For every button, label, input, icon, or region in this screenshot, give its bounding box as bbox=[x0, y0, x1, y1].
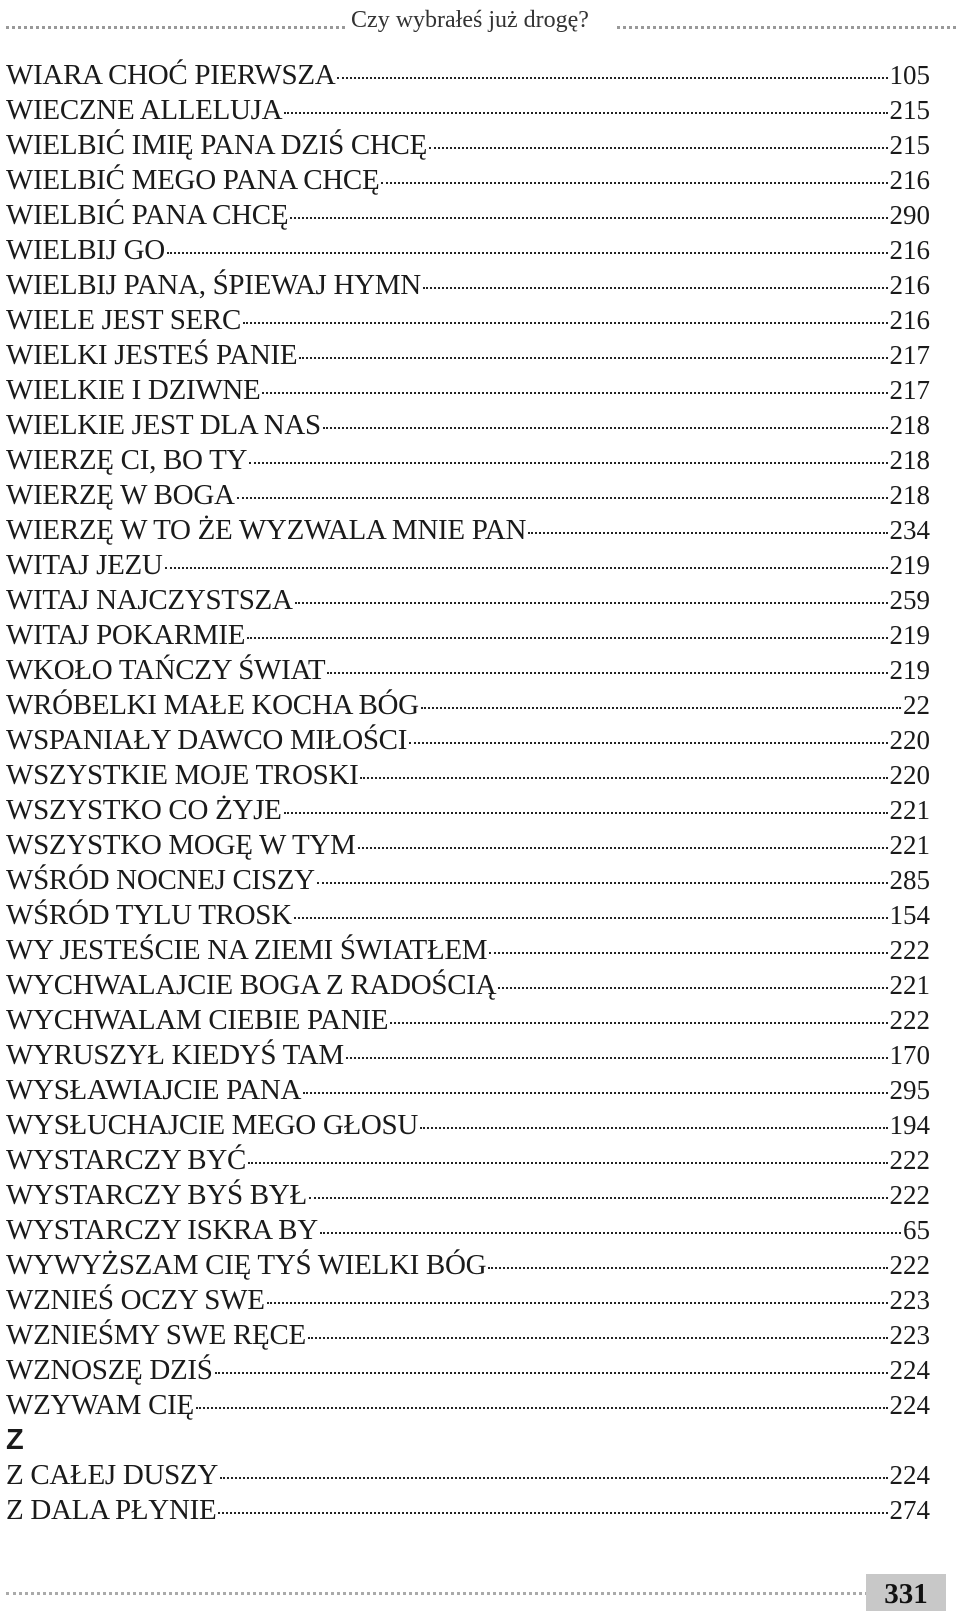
dot-leader bbox=[381, 182, 887, 184]
dot-leader bbox=[390, 1022, 887, 1024]
dot-leader bbox=[267, 1302, 888, 1304]
dot-leader bbox=[196, 1407, 888, 1409]
index-entry bbox=[6, 1283, 930, 1318]
dot-leader bbox=[284, 812, 888, 814]
index-entry bbox=[6, 583, 930, 618]
index-entry bbox=[6, 548, 930, 583]
dot-leader bbox=[284, 112, 887, 114]
entry-title: WZNIEŚMY SWE RĘCE bbox=[6, 1319, 306, 1351]
entry-title: WYWYŻSZAM CIĘ TYŚ WIELKI BÓG bbox=[6, 1249, 487, 1281]
dot-leader bbox=[528, 532, 887, 534]
entry-page-number: 216 bbox=[889, 235, 930, 265]
index-entry bbox=[6, 408, 930, 443]
entry-page-number: 219 bbox=[889, 620, 930, 650]
dot-leader bbox=[218, 1512, 887, 1514]
entry-page-number: 22 bbox=[903, 690, 930, 720]
entry-title: WSPANIAŁY DAWCO MIŁOŚCI bbox=[6, 724, 408, 756]
entry-title: WIARA CHOĆ PIERWSZA bbox=[6, 59, 336, 91]
entry-title: WIELE JEST SERC bbox=[6, 304, 242, 336]
dot-leader bbox=[303, 1092, 887, 1094]
dot-leader bbox=[489, 952, 887, 954]
dot-leader bbox=[358, 847, 888, 849]
entry-page-number: 222 bbox=[889, 1145, 930, 1175]
dot-leader bbox=[290, 217, 887, 219]
entry-title: WKOŁO TAŃCZY ŚWIAT bbox=[6, 654, 326, 686]
entry-title: WŚRÓD TYLU TROSK bbox=[6, 899, 292, 931]
entry-page-number: 221 bbox=[889, 795, 930, 825]
index-entry bbox=[6, 933, 930, 968]
entry-title: WZYWAM CIĘ bbox=[6, 1389, 194, 1421]
entry-title: WYSŁAWIAJCIE PANA bbox=[6, 1074, 302, 1106]
entry-title: WSZYSTKIE MOJE TROSKI bbox=[6, 759, 359, 791]
entry-page-number: 154 bbox=[889, 900, 930, 930]
entry-title: WIELBIJ GO bbox=[6, 234, 165, 266]
dot-leader bbox=[420, 1127, 888, 1129]
dot-leader bbox=[248, 1162, 887, 1164]
index-entry bbox=[6, 828, 930, 863]
entry-page-number: 223 bbox=[889, 1285, 930, 1315]
dot-leader bbox=[262, 392, 887, 394]
dot-leader bbox=[498, 987, 887, 989]
page-footer bbox=[0, 1574, 960, 1611]
index-entry bbox=[6, 618, 930, 653]
entry-page-number: 215 bbox=[889, 95, 930, 125]
entry-page-number: 194 bbox=[889, 1110, 930, 1140]
header-dotted-rule-right bbox=[617, 26, 956, 29]
entry-page-number: 221 bbox=[889, 970, 930, 1000]
entry-title: WIERZĘ W TO ŻE WYZWALA MNIE PAN bbox=[6, 514, 527, 546]
dot-leader bbox=[421, 707, 901, 709]
dot-leader bbox=[360, 777, 887, 779]
entry-title: WIERZĘ W BOGA bbox=[6, 479, 235, 511]
index-entry bbox=[6, 1073, 930, 1108]
entry-title: WRÓBELKI MAŁE KOCHA BÓG bbox=[6, 689, 419, 721]
header-dotted-rule-left bbox=[6, 26, 345, 29]
entry-title: WYSTARCZY BYĆ bbox=[6, 1144, 247, 1176]
index-entry bbox=[6, 1388, 930, 1423]
entry-page-number: 216 bbox=[889, 165, 930, 195]
dot-leader bbox=[423, 287, 888, 289]
entry-page-number: 105 bbox=[889, 60, 930, 90]
entry-page-number: 295 bbox=[889, 1075, 930, 1105]
entry-page-number: 290 bbox=[889, 200, 930, 230]
index-entry bbox=[6, 793, 930, 828]
entry-title: WIELBIJ PANA, ŚPIEWAJ HYMN bbox=[6, 269, 421, 301]
entry-page-number: 259 bbox=[889, 585, 930, 615]
entry-title: WITAJ NAJCZYSTSZA bbox=[6, 584, 293, 616]
entry-page-number: 224 bbox=[889, 1460, 930, 1490]
entry-title: WZNIEŚ OCZY SWE bbox=[6, 1284, 265, 1316]
entry-page-number: 216 bbox=[889, 305, 930, 335]
index-entry bbox=[6, 1493, 930, 1528]
entry-page-number: 274 bbox=[889, 1495, 930, 1525]
index-entry bbox=[6, 163, 930, 198]
header-title: Czy wybrałeś już drogę? bbox=[351, 6, 589, 33]
dot-leader bbox=[249, 462, 887, 464]
index-entry bbox=[6, 513, 930, 548]
entry-title: Z CAŁEJ DUSZY bbox=[6, 1459, 218, 1491]
index-entry bbox=[6, 1038, 930, 1073]
index-entry bbox=[6, 58, 930, 93]
entry-title: WSZYSTKO CO ŻYJE bbox=[6, 794, 282, 826]
entry-page-number: 222 bbox=[889, 1180, 930, 1210]
entry-page-number: 216 bbox=[889, 270, 930, 300]
dot-leader bbox=[299, 357, 887, 359]
entry-page-number: 215 bbox=[889, 130, 930, 160]
footer-dotted-rule bbox=[6, 1592, 868, 1595]
dot-leader bbox=[409, 742, 887, 744]
dot-leader bbox=[346, 1057, 888, 1059]
index-entry bbox=[6, 1318, 930, 1353]
dot-leader bbox=[323, 427, 888, 429]
entry-title: WIELKIE I DZIWNE bbox=[6, 374, 261, 406]
entry-title: WYCHWALAJCIE BOGA Z RADOŚCIĄ bbox=[6, 969, 497, 1001]
index-entry bbox=[6, 93, 930, 128]
index-entry bbox=[6, 233, 930, 268]
entry-title: WSZYSTKO MOGĘ W TYM bbox=[6, 829, 356, 861]
entry-title: WYSTARCZY BYŚ BYŁ bbox=[6, 1179, 307, 1211]
entry-page-number: 219 bbox=[889, 550, 930, 580]
index-entry bbox=[6, 373, 930, 408]
entry-title: WYCHWALAM CIEBIE PANIE bbox=[6, 1004, 389, 1036]
index-entry bbox=[6, 898, 930, 933]
index-entry bbox=[6, 688, 930, 723]
entry-title: WYSŁUCHAJCIE MEGO GŁOSU bbox=[6, 1109, 418, 1141]
dot-leader bbox=[295, 602, 888, 604]
entry-page-number: 224 bbox=[889, 1390, 930, 1420]
entry-title: Z DALA PŁYNIE bbox=[6, 1494, 217, 1526]
dot-leader bbox=[488, 1267, 887, 1269]
dot-leader bbox=[237, 497, 888, 499]
index-entry bbox=[6, 1003, 930, 1038]
entry-page-number: 217 bbox=[889, 375, 930, 405]
dot-leader bbox=[308, 1337, 888, 1339]
entry-page-number: 221 bbox=[889, 830, 930, 860]
dot-leader bbox=[247, 637, 887, 639]
entry-title: WIELKI JESTEŚ PANIE bbox=[6, 339, 298, 371]
entry-page-number: 218 bbox=[889, 445, 930, 475]
page-number: 331 bbox=[866, 1574, 946, 1611]
index-section-z bbox=[6, 1458, 930, 1528]
index-section-w bbox=[6, 58, 930, 1423]
entry-title: WITAJ POKARMIE bbox=[6, 619, 246, 651]
entry-title: WITAJ JEZU bbox=[6, 549, 163, 581]
dot-leader bbox=[327, 672, 887, 674]
index-entry bbox=[6, 723, 930, 758]
dot-leader bbox=[220, 1477, 888, 1479]
dot-leader bbox=[309, 1197, 888, 1199]
index-entry bbox=[6, 443, 930, 478]
entry-page-number: 217 bbox=[889, 340, 930, 370]
index-entry bbox=[6, 1143, 930, 1178]
section-letter: Z bbox=[6, 1424, 24, 1456]
entry-title: WIERZĘ CI, BO TY bbox=[6, 444, 248, 476]
index-entry bbox=[6, 1458, 930, 1493]
entry-title: WIELBIĆ MEGO PANA CHCĘ bbox=[6, 164, 380, 196]
song-index bbox=[6, 58, 930, 1528]
entry-title: WYRUSZYŁ KIEDYŚ TAM bbox=[6, 1039, 344, 1071]
entry-page-number: 222 bbox=[889, 1005, 930, 1035]
entry-title: WY JESTEŚCIE NA ZIEMI ŚWIATŁEM bbox=[6, 934, 488, 966]
dot-leader bbox=[165, 567, 888, 569]
entry-page-number: 220 bbox=[889, 725, 930, 755]
dot-leader bbox=[215, 1372, 888, 1374]
entry-page-number: 218 bbox=[889, 480, 930, 510]
index-entry bbox=[6, 1248, 930, 1283]
entry-page-number: 65 bbox=[903, 1215, 930, 1245]
dot-leader bbox=[243, 322, 887, 324]
index-entry bbox=[6, 1108, 930, 1143]
entry-page-number: 222 bbox=[889, 935, 930, 965]
entry-title: WZNOSZĘ DZIŚ bbox=[6, 1354, 213, 1386]
index-entry bbox=[6, 863, 930, 898]
entry-page-number: 220 bbox=[889, 760, 930, 790]
index-entry bbox=[6, 303, 930, 338]
index-entry bbox=[6, 968, 930, 1003]
index-entry bbox=[6, 338, 930, 373]
entry-title: WIELBIĆ IMIĘ PANA DZIŚ CHCĘ bbox=[6, 129, 427, 161]
entry-page-number: 234 bbox=[889, 515, 930, 545]
entry-page-number: 285 bbox=[889, 865, 930, 895]
index-entry bbox=[6, 478, 930, 513]
entry-page-number: 218 bbox=[889, 410, 930, 440]
running-header bbox=[0, 0, 960, 40]
entry-page-number: 170 bbox=[889, 1040, 930, 1070]
entry-title: WIELBIĆ PANA CHCĘ bbox=[6, 199, 289, 231]
entry-page-number: 219 bbox=[889, 655, 930, 685]
entry-title: WŚRÓD NOCNEJ CISZY bbox=[6, 864, 315, 896]
entry-page-number: 222 bbox=[889, 1250, 930, 1280]
index-entry bbox=[6, 198, 930, 233]
entry-page-number: 223 bbox=[889, 1320, 930, 1350]
entry-page-number: 224 bbox=[889, 1355, 930, 1385]
index-entry bbox=[6, 653, 930, 688]
dot-leader bbox=[317, 882, 888, 884]
entry-title: WIECZNE ALLELUJA bbox=[6, 94, 283, 126]
index-entry bbox=[6, 1178, 930, 1213]
index-entry bbox=[6, 128, 930, 163]
index-entry bbox=[6, 758, 930, 793]
dot-leader bbox=[320, 1232, 901, 1234]
index-entry bbox=[6, 268, 930, 303]
dot-leader bbox=[429, 147, 888, 149]
dot-leader bbox=[294, 917, 888, 919]
dot-leader bbox=[167, 252, 888, 254]
entry-title: WIELKIE JEST DLA NAS bbox=[6, 409, 321, 441]
index-entry bbox=[6, 1353, 930, 1388]
dot-leader bbox=[337, 77, 887, 79]
entry-title: WYSTARCZY ISKRA BY bbox=[6, 1214, 318, 1246]
index-entry bbox=[6, 1213, 930, 1248]
